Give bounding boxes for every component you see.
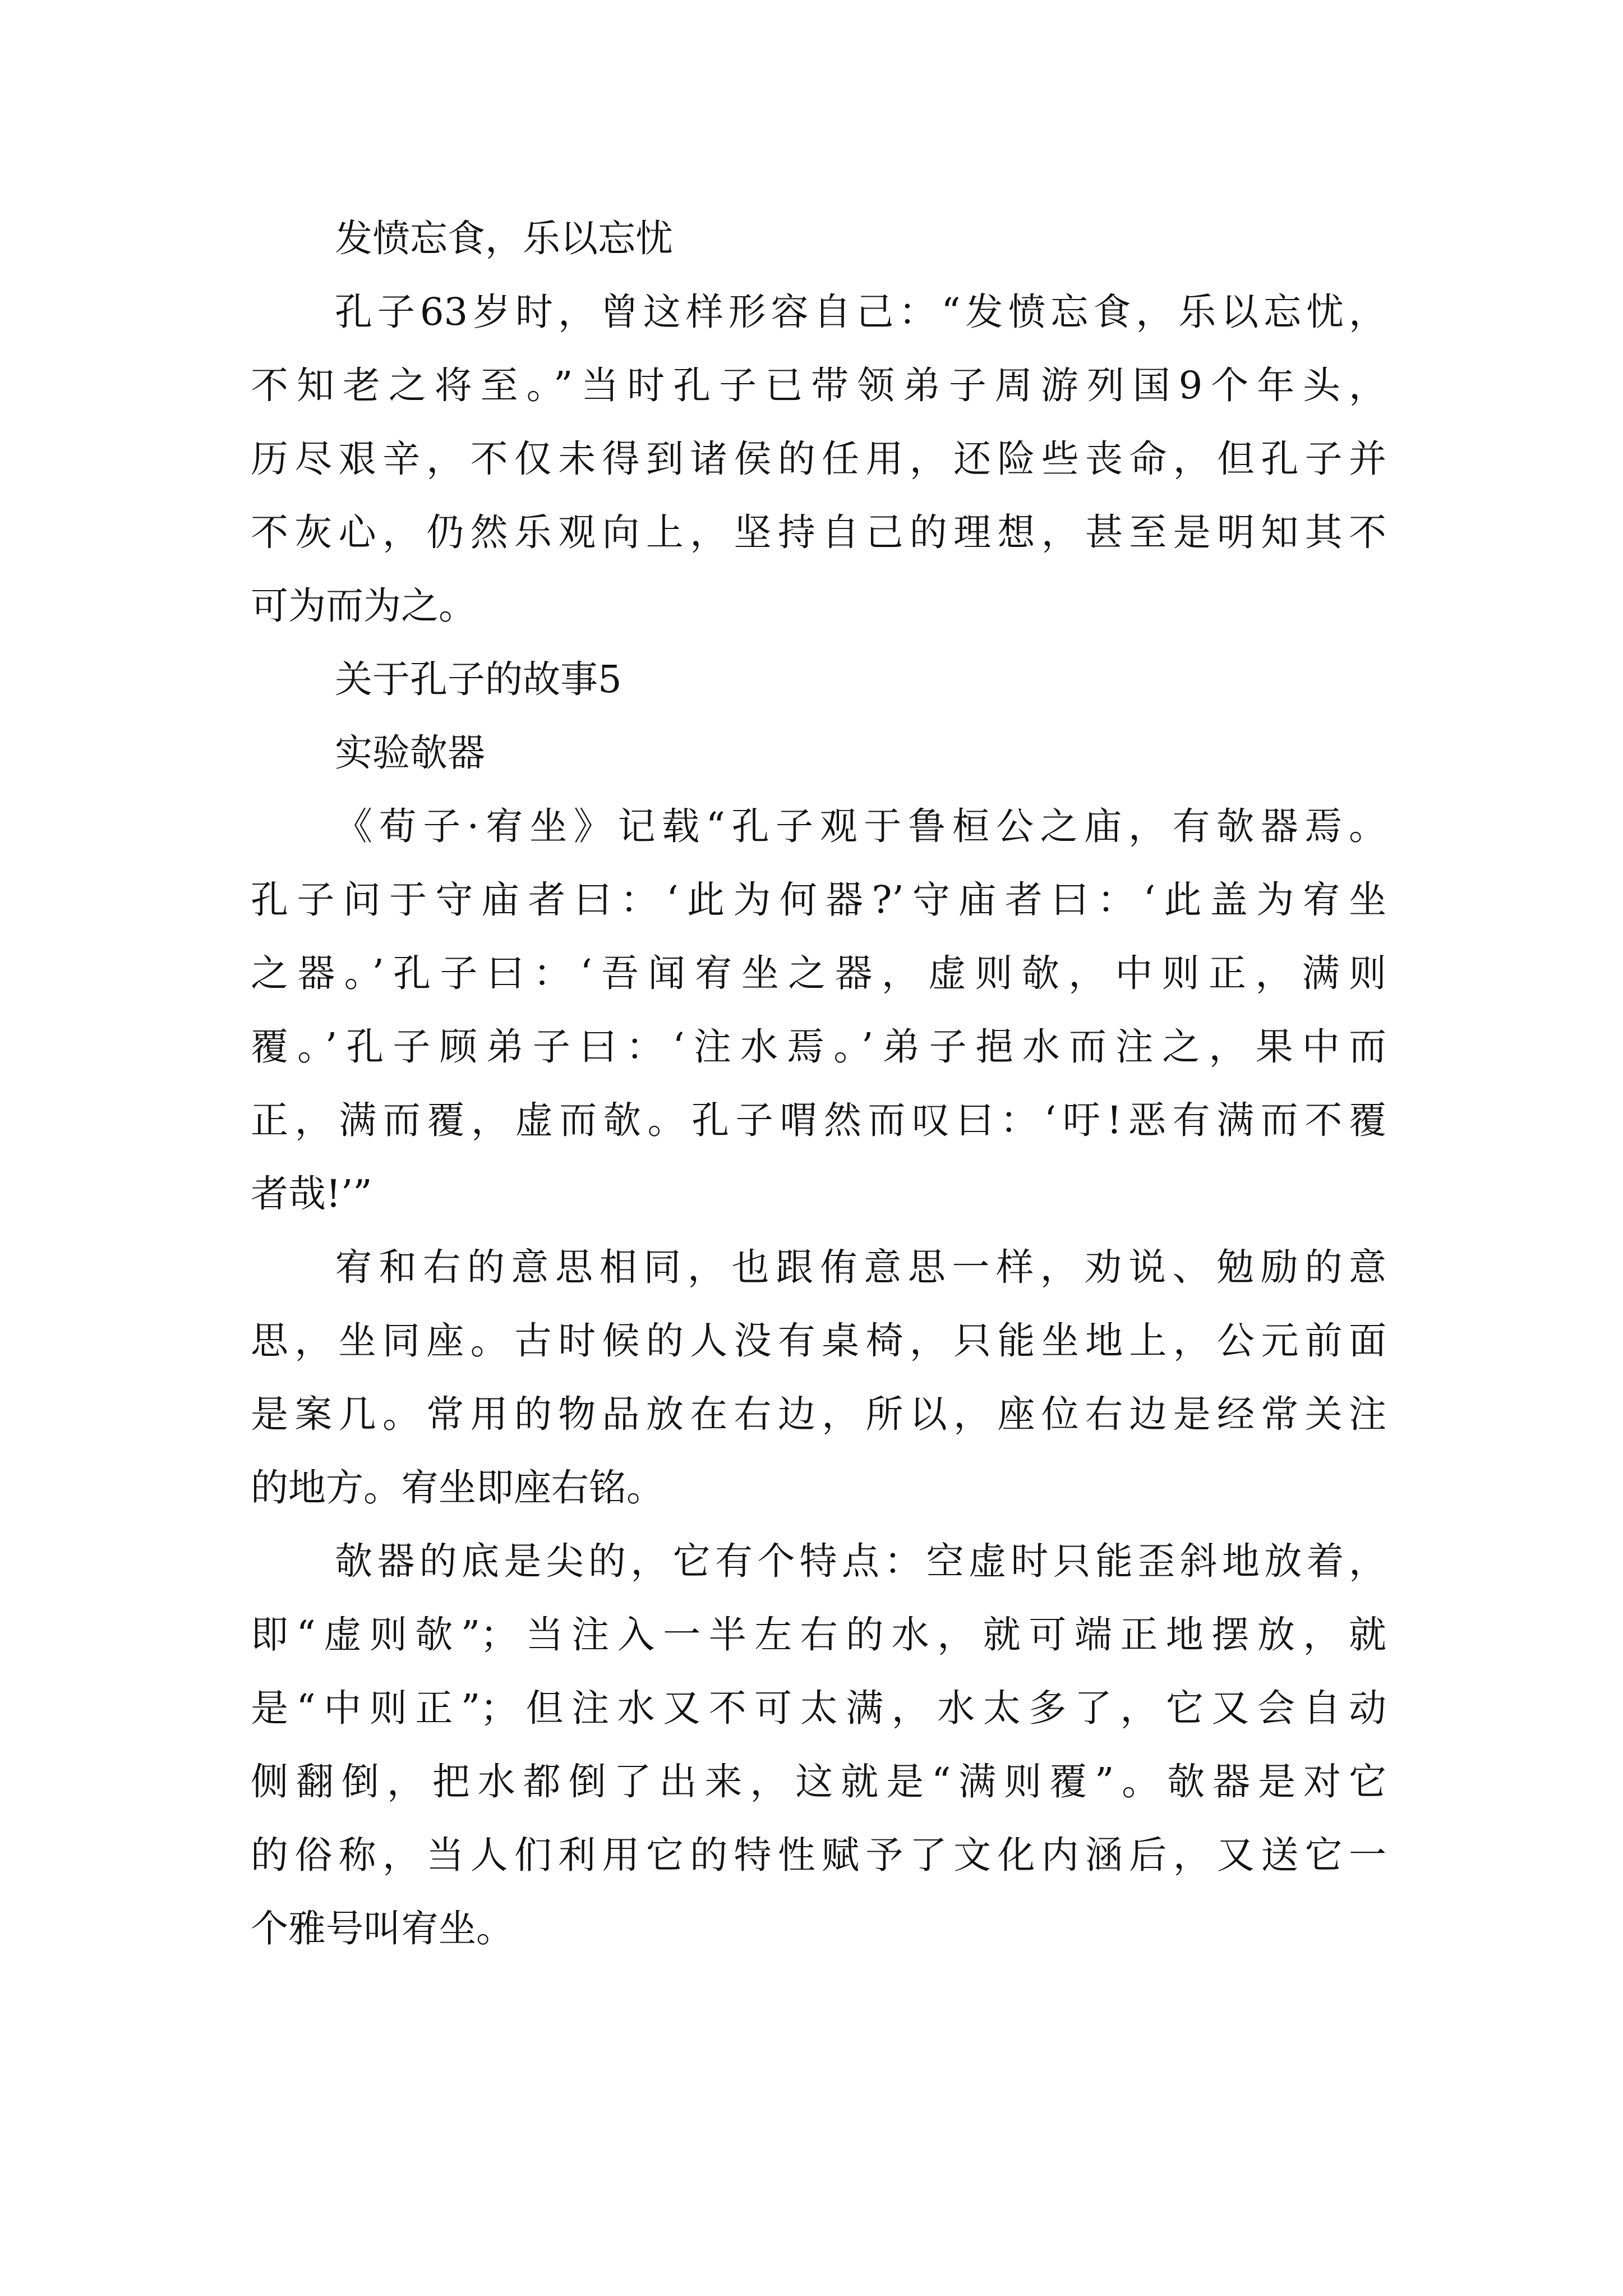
paragraph-line: 可为而为之。 bbox=[251, 584, 476, 628]
paragraph-line: 者哉!’” bbox=[251, 1172, 372, 1216]
paragraph-line: 不知老之将至。”当时孔子已带领弟子周游列国9个年头， bbox=[251, 364, 1386, 407]
paragraph-confucius-age bbox=[251, 275, 1386, 643]
paragraph-qiqi-feature bbox=[251, 1525, 1386, 1966]
paragraph-line: 正，满而覆，虚而欹。孔子喟然而叹曰：‘吁!恶有满而不覆 bbox=[251, 1098, 1386, 1142]
paragraph-line: 《荀子·宥坐》记载“孔子观于鲁桓公之庙，有欹器焉。 bbox=[335, 804, 1386, 848]
paragraph-line: 孔子63岁时，曾这样形容自己：“发愤忘食，乐以忘忧， bbox=[335, 290, 1386, 334]
paragraph-line: 之器。’孔子曰：‘吾闻宥坐之器，虚则欹，中则正，满则 bbox=[251, 951, 1386, 995]
paragraph-line: 个雅号叫宥坐。 bbox=[251, 1907, 514, 1950]
paragraph-line: 侧翻倒，把水都倒了出来，这就是“满则覆”。欹器是对它 bbox=[251, 1760, 1386, 1803]
paragraph-line: 覆。’孔子顾弟子曰：‘注水焉。’弟子挹水而注之，果中而 bbox=[251, 1025, 1386, 1069]
paragraph-line: 不灰心，仍然乐观向上，坚持自己的理想，甚至是明知其不 bbox=[251, 510, 1386, 554]
paragraph-line: 欹器的底是尖的，它有个特点：空虚时只能歪斜地放着， bbox=[335, 1539, 1386, 1583]
document-content bbox=[251, 202, 1386, 1966]
paragraph-line: 的俗称，当人们利用它的特性赋予了文化内涵后，又送它一 bbox=[251, 1833, 1386, 1877]
paragraph-line: 是案几。常用的物品放在右边，所以，座位右边是经常关注 bbox=[251, 1392, 1386, 1436]
section-heading-qiqi: 实验欹器 bbox=[335, 731, 485, 775]
paragraph-line: 历尽艰辛，不仅未得到诸侯的任用，还险些丧命，但孔子并 bbox=[251, 437, 1386, 481]
paragraph-line: 宥和右的意思相同，也跟侑意思一样，劝说、勉励的意 bbox=[335, 1245, 1386, 1289]
paragraph-xunzi-quote bbox=[251, 790, 1386, 1231]
story-title: 关于孔子的故事5 bbox=[335, 657, 622, 701]
paragraph-line: 孔子问于守庙者曰：‘此为何器?’守庙者曰：‘此盖为宥坐 bbox=[251, 878, 1386, 922]
paragraph-line: 是“中则正”；但注水又不可太满，水太多了，它又会自动 bbox=[251, 1686, 1386, 1730]
paragraph-youzuo-meaning bbox=[251, 1231, 1386, 1525]
paragraph-line: 即“虚则欹”；当注入一半左右的水，就可端正地摆放，就 bbox=[251, 1613, 1386, 1657]
paragraph-line: 思，坐同座。古时候的人没有桌椅，只能坐地上，公元前面 bbox=[251, 1319, 1386, 1363]
section-heading-fafen: 发愤忘食，乐以忘忧 bbox=[335, 217, 673, 260]
paragraph-line: 的地方。宥坐即座右铭。 bbox=[251, 1466, 664, 1510]
